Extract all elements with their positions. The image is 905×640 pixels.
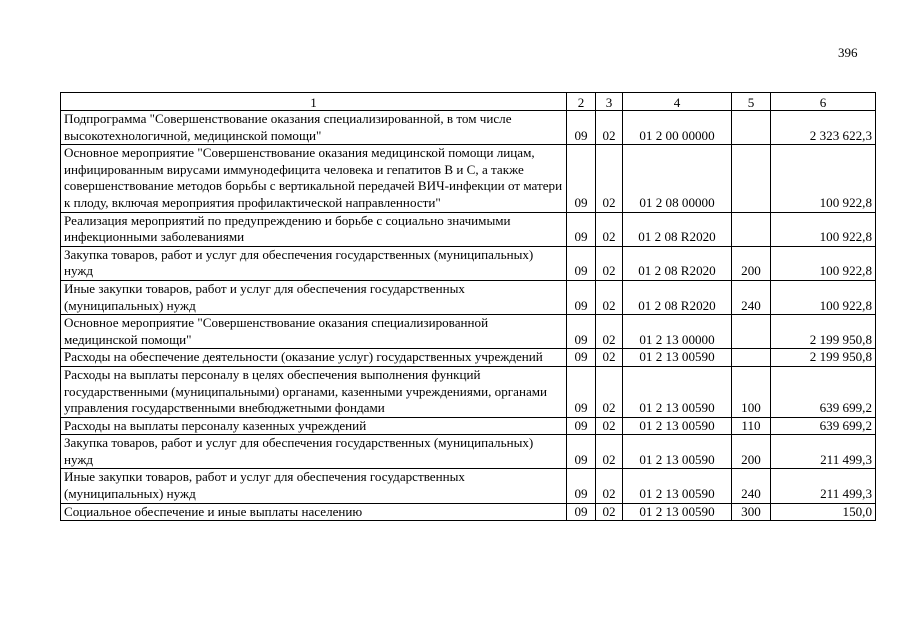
row-amount: 2 199 950,8 xyxy=(771,315,876,349)
row-expense-type: 200 xyxy=(732,435,771,469)
table-row xyxy=(61,212,876,246)
row-expense-type: 200 xyxy=(732,246,771,280)
row-target-code: 01 2 13 00590 xyxy=(623,417,732,435)
row-target-code: 01 2 08 00000 xyxy=(623,145,732,212)
row-amount: 100 922,8 xyxy=(771,280,876,314)
row-amount: 100 922,8 xyxy=(771,212,876,246)
row-target-code: 01 2 08 R2020 xyxy=(623,246,732,280)
row-subsection: 02 xyxy=(596,280,623,314)
page-number: 396 xyxy=(838,45,858,60)
row-amount: 639 699,2 xyxy=(771,366,876,417)
row-name: Подпрограмма "Совершенствование оказания специализированной, в том числе высокотехнологичной, медицинской помощи" xyxy=(61,111,567,145)
row-expense-type xyxy=(732,111,771,145)
row-target-code: 01 2 13 00590 xyxy=(623,503,732,521)
row-expense-type xyxy=(732,315,771,349)
row-amount: 639 699,2 xyxy=(771,417,876,435)
row-amount: 2 323 622,3 xyxy=(771,111,876,145)
row-expense-type: 300 xyxy=(732,503,771,521)
row-subsection: 02 xyxy=(596,212,623,246)
table-row xyxy=(61,417,876,435)
table-row xyxy=(61,246,876,280)
table-row xyxy=(61,145,876,212)
row-subsection: 02 xyxy=(596,111,623,145)
row-section: 09 xyxy=(567,417,596,435)
row-section: 09 xyxy=(567,503,596,521)
table-row xyxy=(61,111,876,145)
row-expense-type xyxy=(732,212,771,246)
table-row xyxy=(61,349,876,367)
row-name: Расходы на обеспечение деятельности (оказание услуг) государственных учреждений xyxy=(61,349,567,367)
row-target-code: 01 2 00 00000 xyxy=(623,111,732,145)
row-name: Основное мероприятие "Совершенствование оказания специализированной медицинской помощи" xyxy=(61,315,567,349)
row-section: 09 xyxy=(567,280,596,314)
row-name: Расходы на выплаты персоналу в целях обеспечения выполнения функций государственными (муниципальными) органами, казенными учреждениями, органами управления государственными внебюджетными фондами xyxy=(61,366,567,417)
row-name: Расходы на выплаты персоналу казенных учреждений xyxy=(61,417,567,435)
table-row xyxy=(61,503,876,521)
row-section: 09 xyxy=(567,145,596,212)
row-section: 09 xyxy=(567,315,596,349)
row-name: Социальное обеспечение и иные выплаты населению xyxy=(61,503,567,521)
row-subsection: 02 xyxy=(596,366,623,417)
row-amount: 100 922,8 xyxy=(771,145,876,212)
row-target-code: 01 2 13 00590 xyxy=(623,366,732,417)
row-expense-type xyxy=(732,145,771,212)
row-target-code: 01 2 13 00590 xyxy=(623,349,732,367)
row-amount: 211 499,3 xyxy=(771,435,876,469)
row-target-code: 01 2 08 R2020 xyxy=(623,212,732,246)
row-section: 09 xyxy=(567,469,596,503)
row-expense-type xyxy=(732,349,771,367)
row-expense-type: 240 xyxy=(732,280,771,314)
row-section: 09 xyxy=(567,366,596,417)
row-section: 09 xyxy=(567,246,596,280)
row-amount: 2 199 950,8 xyxy=(771,349,876,367)
header-row xyxy=(61,93,876,111)
row-target-code: 01 2 13 00590 xyxy=(623,435,732,469)
row-target-code: 01 2 13 00590 xyxy=(623,469,732,503)
row-name: Иные закупки товаров, работ и услуг для обеспечения государственных (муниципальных) нужд xyxy=(61,469,567,503)
column-header-1: 1 xyxy=(61,93,567,111)
column-header-6: 6 xyxy=(771,93,876,111)
column-header-3: 3 xyxy=(596,93,623,111)
row-subsection: 02 xyxy=(596,469,623,503)
row-target-code: 01 2 08 R2020 xyxy=(623,280,732,314)
table-row xyxy=(61,469,876,503)
table-row xyxy=(61,280,876,314)
row-expense-type: 100 xyxy=(732,366,771,417)
row-subsection: 02 xyxy=(596,145,623,212)
row-section: 09 xyxy=(567,212,596,246)
row-name: Закупка товаров, работ и услуг для обеспечения государственных (муниципальных) нужд xyxy=(61,435,567,469)
table-row xyxy=(61,315,876,349)
row-subsection: 02 xyxy=(596,349,623,367)
row-section: 09 xyxy=(567,435,596,469)
row-amount: 150,0 xyxy=(771,503,876,521)
row-expense-type: 110 xyxy=(732,417,771,435)
row-name: Реализация мероприятий по предупреждению и борьбе с социально значимыми инфекционными заболеваниями xyxy=(61,212,567,246)
row-subsection: 02 xyxy=(596,246,623,280)
row-name: Основное мероприятие "Совершенствование оказания медицинской помощи лицам, инфицированным вирусами иммунодефицита человека и гепатитов В и С, а также совершенствование методов борьбы с вертикальной передачей ВИЧ-инфекции от матери к плоду, включая мероприятия профилактической направленности" xyxy=(61,145,567,212)
row-section: 09 xyxy=(567,111,596,145)
column-header-4: 4 xyxy=(623,93,732,111)
budget-table xyxy=(60,92,876,521)
row-subsection: 02 xyxy=(596,417,623,435)
table-row xyxy=(61,435,876,469)
row-subsection: 02 xyxy=(596,503,623,521)
row-subsection: 02 xyxy=(596,435,623,469)
row-amount: 100 922,8 xyxy=(771,246,876,280)
row-section: 09 xyxy=(567,349,596,367)
row-subsection: 02 xyxy=(596,315,623,349)
column-header-5: 5 xyxy=(732,93,771,111)
row-target-code: 01 2 13 00000 xyxy=(623,315,732,349)
table-row xyxy=(61,366,876,417)
row-name: Закупка товаров, работ и услуг для обеспечения государственных (муниципальных) нужд xyxy=(61,246,567,280)
column-header-2: 2 xyxy=(567,93,596,111)
row-amount: 211 499,3 xyxy=(771,469,876,503)
row-expense-type: 240 xyxy=(732,469,771,503)
row-name: Иные закупки товаров, работ и услуг для обеспечения государственных (муниципальных) нужд xyxy=(61,280,567,314)
